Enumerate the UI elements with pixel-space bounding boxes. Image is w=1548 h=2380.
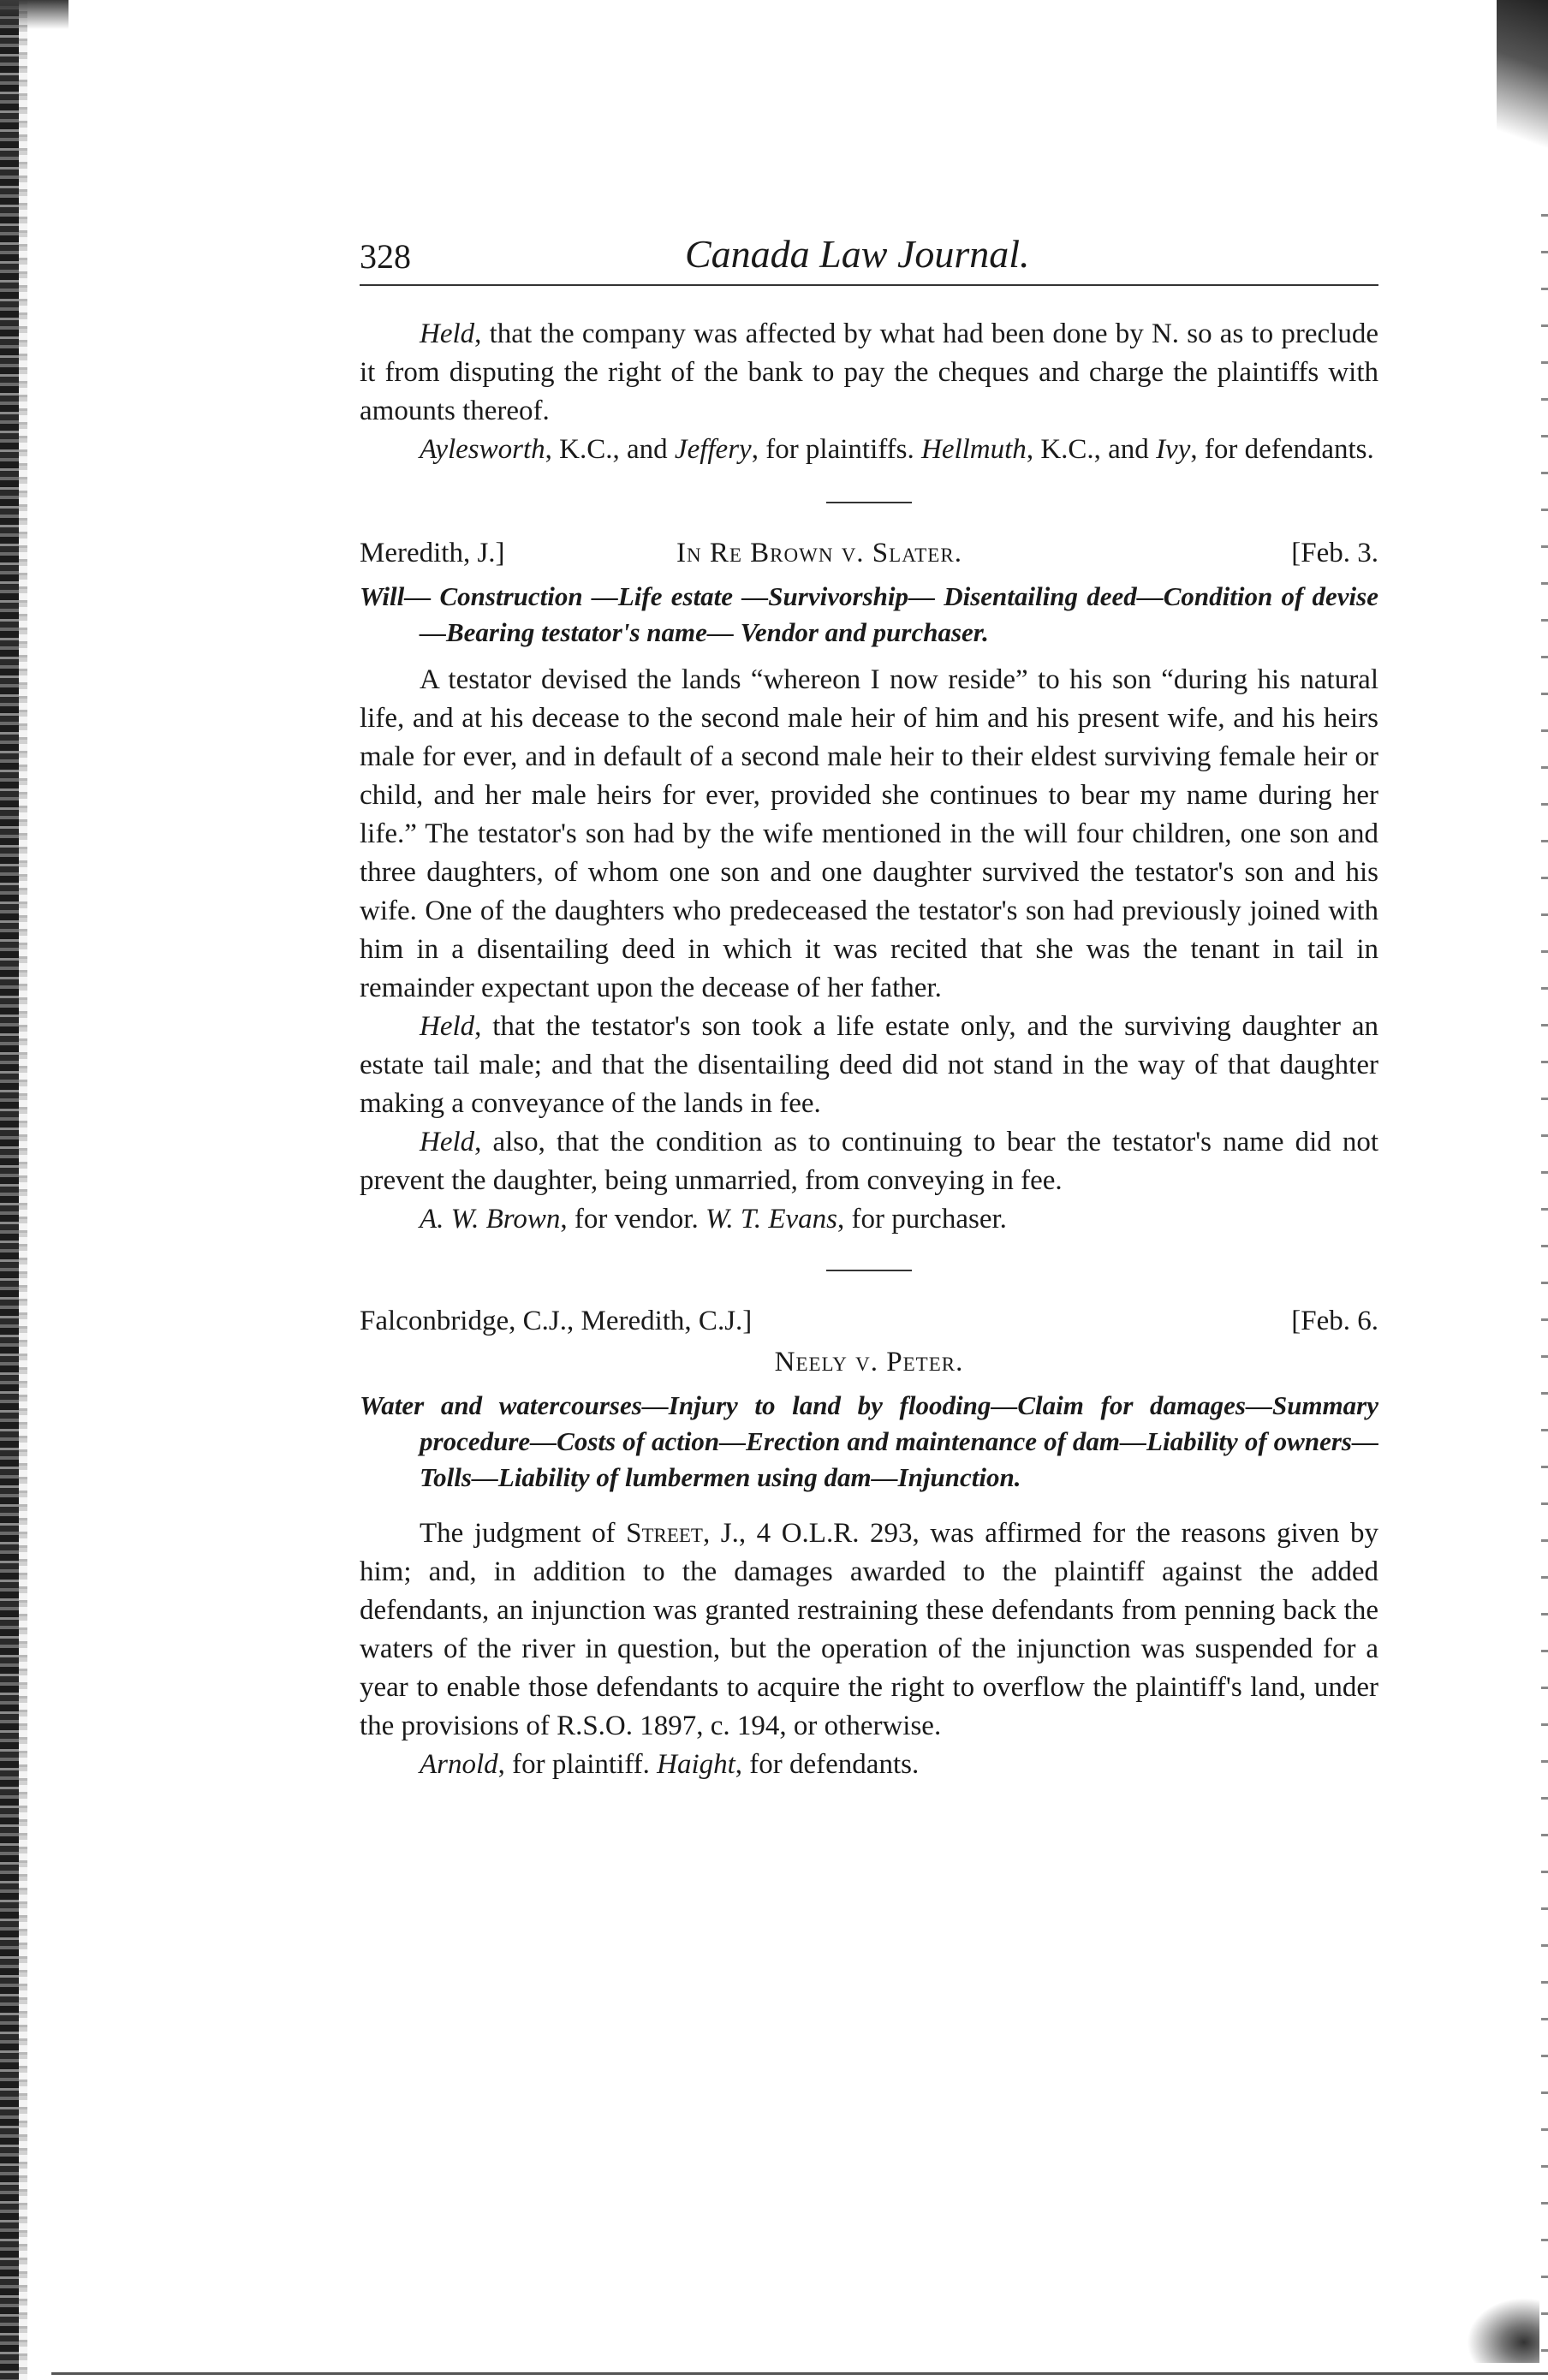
case-date: [Feb. 3.: [1291, 538, 1378, 568]
counsel-role: , for purchaser.: [837, 1204, 1007, 1235]
counsel-role: , for vendor.: [560, 1204, 706, 1235]
counsel-role: , for plaintiff.: [497, 1749, 658, 1780]
counsel-name: Arnold: [420, 1749, 498, 1780]
judge-name: Street: [626, 1518, 703, 1549]
running-header: [360, 231, 1378, 286]
page-number: 328: [360, 237, 411, 276]
scan-right-edge: [1541, 180, 1548, 2354]
case-catchwords: Water and watercourses—Injury to land by flooding—Claim for damages—Summary procedure—Costs of action—Erection and maintenance of dam—Liability of owners—Tolls—Liability of lumbermen using dam—Injunction.: [360, 1390, 1378, 1492]
counsel-name: Ivy: [1156, 434, 1191, 465]
case-date: [Feb. 6.: [1291, 1306, 1378, 1336]
case-judge: Meredith, J.]: [360, 538, 505, 568]
journal-title: Canada Law Journal.: [685, 232, 1030, 276]
case-counsel: [360, 1746, 1378, 1784]
scan-binding-shadow: [19, 0, 27, 2380]
held-text: , that the testator's son took a life estate only, and the surviving daughter an estate tail male; and that the disentailing deed did not stand in the way of that daughter making a conveyance of the lands in fee.: [360, 1011, 1378, 1119]
scan-binding-edge: [0, 0, 19, 2380]
scan-corner-bottom-right: [1462, 2294, 1539, 2363]
counsel-role: , K.C., and: [1026, 434, 1157, 465]
counsel-name: Haight: [657, 1749, 735, 1780]
held-label: Held: [420, 318, 475, 349]
scan-bottom-edge: [51, 2372, 1548, 2375]
judgment-text: , J., 4 O.L.R. 293, was affirmed for the reasons given by him; and, in addition to the damages awarded to the plaintiff against the added defendants, an injunction was granted restraining these defendants from penning back the waters of the river in question, but the operation of the injunction was suspended for a year to enable those defendants to acquire the right to overflow the plaintiff's land, under the provisions of R.S.O. 1897, c. 194, or otherwise.: [360, 1518, 1378, 1741]
case-title: Neely v. Peter.: [774, 1347, 964, 1377]
counsel-role: , for defendants.: [1190, 434, 1374, 465]
counsel-name: Jeffery: [674, 434, 752, 465]
case-judges: Falconbridge, C.J., Meredith, C.J.]: [360, 1306, 753, 1336]
counsel-name: W. T. Evans: [705, 1204, 837, 1235]
case-facts: A testator devised the lands “whereon I now reside” to his son “during his natural life, and at his decease to the second male heir of him and his present wife, and his heirs male for ever, and in default of a second male heir to their eldest surviving female heir or child, and her male heirs for ever, provided she continues to bear my name during her life.” The testator's son had by the wife mentioned in the will four children, one son and three daughters, of whom one son and one daughter survived the testator's son and his wife. One of the daughters who predeceased the testator's son had previously joined with him in a disentailing deed in which it was recited that she was the tenant in tail in remainder expectant upon the decease of her father.: [360, 664, 1378, 1003]
case-heading: [360, 1306, 1378, 1347]
counsel-role: , K.C., and: [545, 434, 675, 465]
case-title: In Re Brown v. Slater.: [676, 538, 962, 568]
prev-case-counsel: [360, 431, 1378, 469]
counsel-name: A. W. Brown: [420, 1204, 561, 1235]
held-text: , that the company was affected by what had been done by N. so as to preclude it from disputing the right of the bank to pay the cheques and charge the plaintiffs with amounts thereof.: [360, 318, 1378, 426]
scan-corner-top-right: [1497, 0, 1548, 180]
page-body: [360, 231, 1378, 1784]
case-held-also: [360, 1123, 1378, 1200]
case-judgment: [360, 1514, 1378, 1746]
case-held: [360, 1008, 1378, 1123]
held-label: Held: [420, 1011, 475, 1042]
case-catchwords: Will— Construction —Life estate —Survivorship— Disentailing deed—Condition of devise—Bearing testator's name— Vendor and purchaser.: [360, 581, 1378, 647]
counsel-role: , for plaintiffs.: [751, 434, 921, 465]
scan-corner-top-left: [0, 0, 68, 29]
case-heading: [360, 538, 1378, 579]
counsel-name: Aylesworth: [420, 434, 545, 465]
counsel-name: Hellmuth: [920, 434, 1027, 465]
judgment-intro: The judgment of: [420, 1518, 627, 1549]
prev-case-held: [360, 315, 1378, 431]
case-counsel: [360, 1200, 1378, 1239]
counsel-role: , for defendants.: [735, 1749, 920, 1780]
held-label: Held: [420, 1127, 475, 1157]
held-text: , also, that the condition as to continuing to bear the testator's name did not prevent the daughter, being unmarried, from conveying in fee.: [360, 1127, 1378, 1196]
